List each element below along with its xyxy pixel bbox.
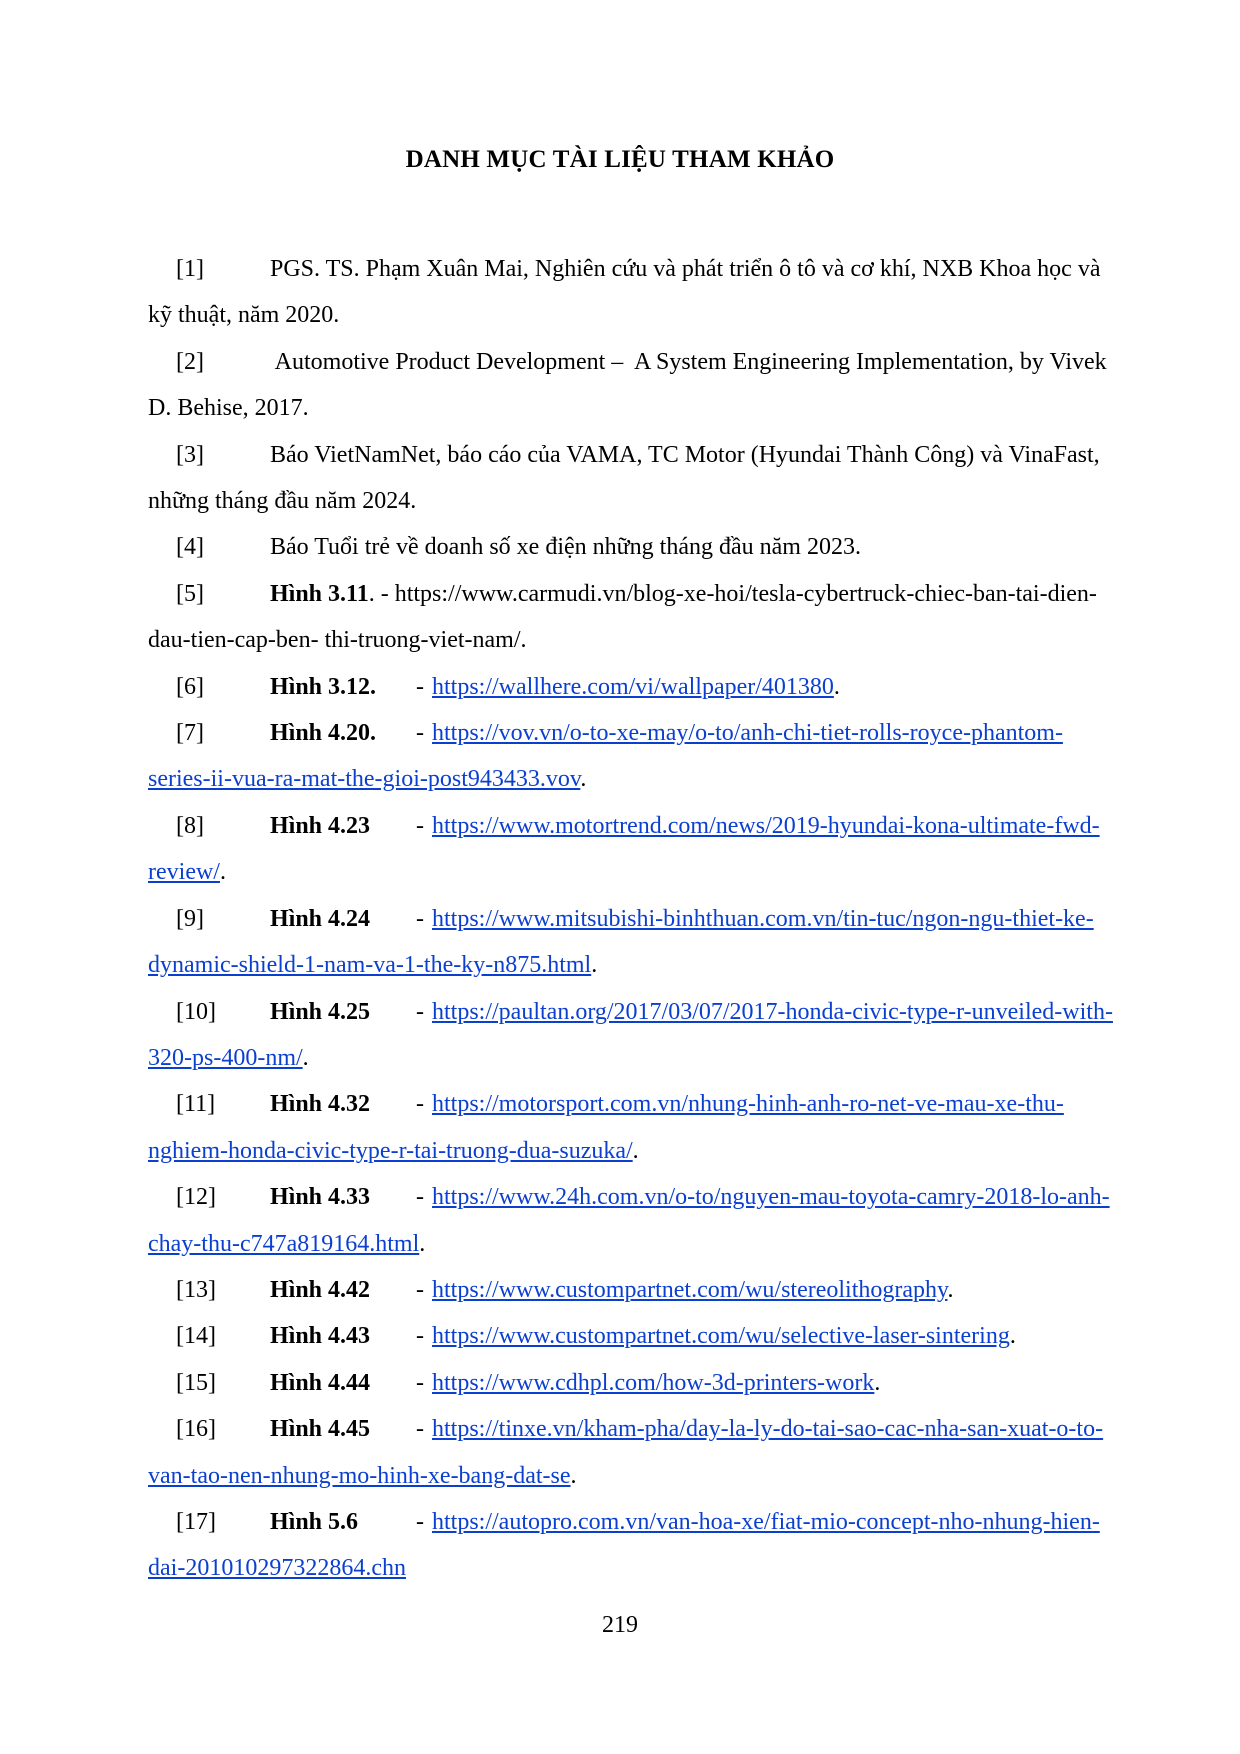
- punctuation: .: [1009, 1323, 1016, 1350]
- reference-number: [12]: [176, 1184, 216, 1211]
- reference-number: [13]: [176, 1276, 216, 1303]
- reference-link[interactable]: https://www.motortrend.com/news/2019-hyundai-kona-ultimate-fwd-review/: [148, 812, 1100, 886]
- reference-number: [14]: [176, 1323, 216, 1350]
- reference-item: [148, 524, 1118, 570]
- reference-item: [148, 1313, 1118, 1359]
- reference-number: [16]: [176, 1416, 216, 1443]
- figure-label: Hình 4.20.: [270, 720, 377, 747]
- reference-number: [4]: [176, 534, 204, 561]
- reference-link[interactable]: https://www.custompartnet.com/wu/selective-laser-sintering: [432, 1323, 1010, 1350]
- punctuation: .: [419, 1230, 426, 1257]
- reference-number: [9]: [176, 905, 204, 932]
- reference-item: [148, 664, 1118, 710]
- reference-number: [6]: [176, 673, 204, 700]
- reference-text: Automotive Product Development – A System Engineering Implementation, by Vivek D. Behise, 2017.: [148, 348, 1113, 422]
- reference-item: [148, 896, 1118, 989]
- punctuation: .: [219, 859, 226, 886]
- dash: -: [416, 812, 424, 839]
- reference-number: [17]: [176, 1508, 216, 1535]
- reference-item: [148, 246, 1118, 339]
- reference-number: [2]: [176, 348, 204, 375]
- reference-number: [5]: [176, 580, 204, 607]
- reference-text: Báo VietNamNet, báo cáo của VAMA, TC Motor (Hyundai Thành Công) và VinaFast, những tháng đầu năm 2024.: [148, 441, 1100, 515]
- reference-link[interactable]: https://www.24h.com.vn/o-to/nguyen-mau-toyota-camry-2018-lo-anh-chay-thu-c747a819164.html: [148, 1184, 1110, 1257]
- reference-link[interactable]: https://motorsport.com.vn/nhung-hinh-anh-ro-net-ve-mau-xe-thu-nghiem-honda-civic-type-r-tai-truong-dua-suzuka/: [148, 1091, 1064, 1164]
- reference-number: [15]: [176, 1369, 216, 1396]
- reference-item: [148, 710, 1118, 803]
- reference-item: [148, 1267, 1118, 1313]
- figure-label: Hình 3.12.: [270, 673, 377, 700]
- reference-link[interactable]: https://paultan.org/2017/03/07/2017-honda-civic-type-r-unveiled-with-320-ps-400-nm/: [148, 998, 1113, 1071]
- reference-number: [8]: [176, 812, 204, 839]
- reference-item: [148, 1499, 1118, 1592]
- reference-item: [148, 989, 1118, 1082]
- reference-text: Báo Tuổi trẻ về doanh số xe điện những tháng đầu năm 2023.: [270, 534, 861, 561]
- reference-item: [148, 1360, 1118, 1406]
- figure-label: Hình 4.32: [270, 1091, 371, 1118]
- punctuation: .: [874, 1369, 881, 1396]
- figure-label: Hình 4.23: [270, 812, 371, 839]
- reference-number: [10]: [176, 998, 216, 1025]
- page-title: DANH MỤC TÀI LIỆU THAM KHẢO: [405, 146, 835, 173]
- figure-label: Hình 4.43: [270, 1323, 371, 1350]
- dash: -: [416, 1184, 424, 1211]
- figure-label: Hình 5.6: [270, 1508, 359, 1535]
- reference-item: [148, 432, 1118, 525]
- reference-item: [148, 339, 1118, 432]
- reference-text: . - https://www.carmudi.vn/blog-xe-hoi/tesla-cybertruck-chiec-ban-tai-dien-dau-tien-cap-ben- thi-truong-viet-nam/.: [148, 580, 1097, 654]
- reference-link[interactable]: https://www.mitsubishi-binhthuan.com.vn/tin-tuc/ngon-ngu-thiet-ke-dynamic-shield-1-nam-va-1-the-ky-n875.html: [148, 905, 1094, 979]
- punctuation: .: [580, 766, 587, 793]
- figure-label: Hình 4.44: [270, 1369, 371, 1396]
- dash: -: [416, 1091, 424, 1118]
- reference-item: [148, 571, 1118, 664]
- reference-list: [148, 246, 1118, 1592]
- reference-number: [1]: [176, 256, 204, 282]
- reference-link[interactable]: https://vov.vn/o-to-xe-may/o-to/anh-chi-tiet-rolls-royce-phantom-series-ii-vua-ra-mat-the-gioi-post943433.vov: [148, 720, 1063, 793]
- reference-item: [148, 1406, 1118, 1499]
- reference-number: [11]: [176, 1091, 216, 1118]
- reference-item: [148, 803, 1118, 896]
- punctuation: .: [591, 952, 598, 979]
- reference-text: PGS. TS. Phạm Xuân Mai, Nghiên cứu và phát triển ô tô và cơ khí, NXB Khoa học và kỹ thuật, năm 2020.: [148, 256, 1101, 329]
- reference-item: [148, 1081, 1118, 1174]
- reference-link[interactable]: https://www.custompartnet.com/wu/stereolithography: [432, 1276, 948, 1303]
- reference-item: [148, 1174, 1118, 1267]
- dash: -: [416, 905, 424, 932]
- figure-label: Hình 4.45: [270, 1416, 371, 1443]
- reference-link[interactable]: https://autopro.com.vn/van-hoa-xe/fiat-mio-concept-nho-nhung-hien-dai-201010297322864.chn: [148, 1508, 1100, 1582]
- punctuation: .: [833, 673, 840, 700]
- dash: -: [416, 1276, 424, 1303]
- reference-link[interactable]: https://wallhere.com/vi/wallpaper/401380: [432, 673, 834, 700]
- reference-link[interactable]: https://tinxe.vn/kham-pha/day-la-ly-do-tai-sao-cac-nha-san-xuat-o-to-van-tao-nen-nhung-mo-hinh-xe-bang-dat-se: [148, 1416, 1104, 1489]
- dash: -: [416, 1508, 424, 1535]
- punctuation: .: [302, 1044, 309, 1071]
- dash: -: [416, 998, 424, 1025]
- reference-number: [3]: [176, 441, 204, 468]
- figure-label: Hình 4.33: [270, 1184, 371, 1211]
- figure-label: Hình 4.42: [270, 1276, 371, 1303]
- dash: -: [416, 673, 424, 700]
- dash: -: [416, 1416, 424, 1443]
- punctuation: .: [947, 1276, 954, 1303]
- punctuation: .: [570, 1462, 577, 1489]
- figure-label: Hình 4.25: [270, 998, 371, 1025]
- dash: -: [416, 720, 424, 747]
- dash: -: [416, 1369, 424, 1396]
- figure-label: Hình 3.11: [270, 580, 369, 607]
- figure-label: Hình 4.24: [270, 905, 371, 932]
- page-number: 219: [602, 1612, 638, 1638]
- punctuation: .: [632, 1137, 639, 1164]
- dash: -: [416, 1323, 424, 1350]
- reference-number: [7]: [176, 720, 204, 747]
- reference-link[interactable]: https://www.cdhpl.com/how-3d-printers-work: [432, 1369, 875, 1396]
